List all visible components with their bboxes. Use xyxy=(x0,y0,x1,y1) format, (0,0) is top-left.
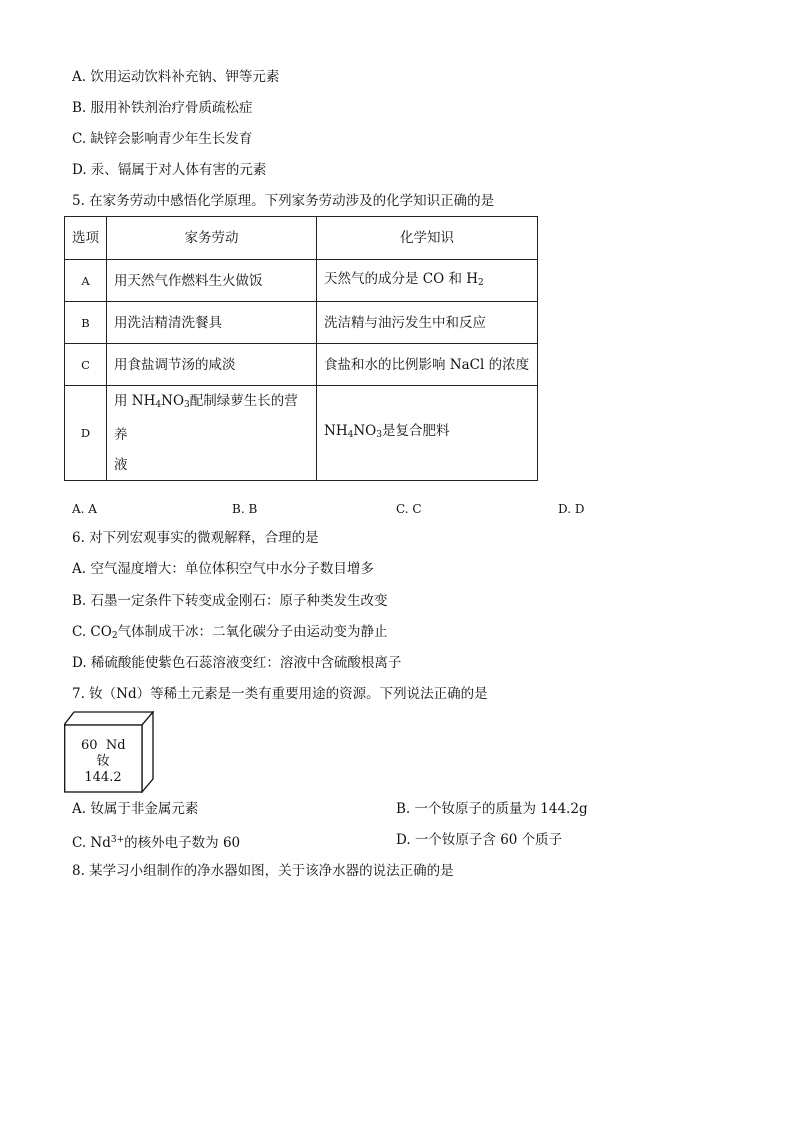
row-labor: 用 $NH_4NO_3$配制绿萝生长的营养 液 xyxy=(107,386,317,481)
element-card xyxy=(64,711,154,793)
header-knowledge: 化学知识 xyxy=(317,217,538,260)
q8-stem: 8. 某学习小组制作的净水器如图，关于该净水器的说法正确的是 xyxy=(72,863,454,879)
q5-answer-a: A. A xyxy=(72,502,97,516)
element-symbol: Nd xyxy=(105,738,126,753)
q7-stem: 7. 钕（Nd）等稀土元素是一类有重要用途的资源。下列说法正确的是 xyxy=(72,686,488,702)
row-key: B xyxy=(65,302,107,344)
table-row xyxy=(65,344,538,386)
table-header-row xyxy=(65,217,538,260)
q4-option-d: D. 汞、镉属于对人体有害的元素 xyxy=(72,162,267,178)
table-row xyxy=(65,302,538,344)
q6-stem: 6. 对下列宏观事实的微观解释，合理的是 xyxy=(72,530,319,546)
atomic-number: 60 xyxy=(81,738,98,753)
q5-answer-c: C. C xyxy=(396,502,422,516)
row-key: C xyxy=(65,344,107,386)
q4-option-b: B. 服用补铁剂治疗骨质疏松症 xyxy=(72,100,253,116)
header-labor: 家务劳动 xyxy=(107,217,317,260)
q5-answer-d: D. D xyxy=(558,502,585,516)
q7-option-d: D. 一个钕原子含 60 个质子 xyxy=(396,832,563,848)
element-name: 钕 xyxy=(96,754,110,769)
header-option: 选项 xyxy=(65,217,107,260)
table-row xyxy=(65,260,538,302)
q5-answer-b: B. B xyxy=(232,502,258,516)
row-labor: 用食盐调节汤的咸淡 xyxy=(107,344,317,386)
row-key: D xyxy=(65,386,107,481)
row-knowledge: 洗洁精与油污发生中和反应 xyxy=(317,302,538,344)
table-row xyxy=(65,386,538,481)
row-labor: 用天然气作燃料生火做饭 xyxy=(107,260,317,302)
q7-option-b: B. 一个钕原子的质量为 144.2g xyxy=(396,801,588,817)
row-knowledge: $NH_4NO_3$是复合肥料 xyxy=(317,386,538,481)
q6-option-d: D. 稀硫酸能使紫色石蕊溶液变红：溶液中含硫酸根离子 xyxy=(72,655,402,671)
q4-option-a: A. 饮用运动饮料补充钠、钾等元素 xyxy=(72,69,280,85)
row-key: A xyxy=(65,260,107,302)
atomic-mass: 144.2 xyxy=(84,770,122,785)
q6-option-a: A. 空气湿度增大：单位体积空气中水分子数目增多 xyxy=(72,561,374,577)
q5-table xyxy=(64,216,538,481)
q4-option-c: C. 缺锌会影响青少年生长发育 xyxy=(72,131,253,147)
q7-option-c: C. $Nd^{3+}$的核外电子数为 60 xyxy=(72,835,241,851)
q6-option-c: C. $CO_2$气体制成干冰：二氧化碳分子由运动变为静止 xyxy=(72,624,388,641)
row-labor: 用洗洁精清洗餐具 xyxy=(107,302,317,344)
q7-option-a: A. 钕属于非金属元素 xyxy=(72,801,199,817)
row-knowledge: 食盐和水的比例影响 NaCl 的浓度 xyxy=(317,344,538,386)
row-knowledge: 天然气的成分是 CO 和 $H_2$ xyxy=(317,260,538,302)
q5-stem: 5. 在家务劳动中感悟化学原理。下列家务劳动涉及的化学知识正确的是 xyxy=(72,193,495,209)
q6-option-b: B. 石墨一定条件下转变成金刚石：原子种类发生改变 xyxy=(72,593,388,609)
element-number-symbol xyxy=(81,738,143,753)
